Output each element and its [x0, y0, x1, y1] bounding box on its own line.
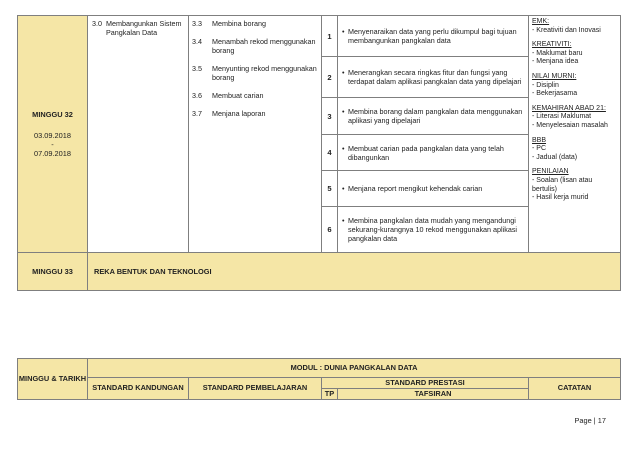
sp-text: Membuat carian — [212, 91, 264, 100]
catatan-heading: KREATIVITI: — [532, 41, 572, 49]
tafsiran-cell — [338, 171, 529, 207]
standard-kandungan-cell — [88, 16, 189, 253]
catatan-kreativiti — [532, 41, 617, 67]
sp-text: Membina borang — [212, 19, 266, 28]
catatan-item: - Soalan (lisan atau bertulis) — [532, 176, 593, 193]
catatan-item: - Menjana idea — [532, 58, 579, 66]
tp-number: 2 — [322, 57, 338, 98]
catatan-heading: KEMAHIRAN ABAD 21: — [532, 104, 606, 112]
header-standard-kandungan: STANDARD KANDUNGAN — [88, 378, 189, 400]
tafsiran-cell — [338, 135, 529, 171]
sp-text: Menyunting rekod menggunakan borang — [212, 64, 317, 82]
header-catatan: CATATAN — [529, 378, 621, 400]
tafsiran-text: Membina pangkalan data mudah yang mengandungi sekurang-kurangnya 10 rekod menggunakan aplikasi pangkalan data — [348, 216, 518, 243]
bullet-icon: • — [342, 184, 345, 193]
week-32-date-dash: - — [51, 140, 54, 149]
sp-number: 3.3 — [192, 19, 202, 28]
tp-number: 4 — [322, 135, 338, 171]
tp-number: 3 — [322, 98, 338, 135]
tp-number: 6 — [322, 207, 338, 253]
catatan-item: - Hasil kerja murid — [532, 194, 589, 202]
week-32-date-end: 07.09.2018 — [34, 149, 71, 158]
tafsiran-text: Menyenaraikan data yang perlu dikumpul bagi tujuan membangunkan pangkalan data — [348, 27, 517, 45]
catatan-cell — [529, 16, 621, 253]
tafsiran-text: Membina borang dalam pangkalan data menggunakan aplikasi yang dipelajari — [348, 107, 523, 125]
bullet-icon: • — [342, 216, 345, 225]
sp-number: 3.7 — [192, 109, 202, 118]
catatan-heading: EMK: — [532, 18, 550, 25]
catatan-item: - Disiplin — [532, 81, 559, 89]
standard-pembelajaran-cell — [189, 16, 322, 253]
tafsiran-text: Membuat carian pada pangkalan data yang telah dibangunkan — [348, 143, 504, 162]
bullet-icon: • — [342, 143, 345, 153]
catatan-heading: BBB — [532, 136, 547, 144]
catatan-item: - Menyelesaian masalah — [532, 121, 608, 129]
catatan-item: - Literasi Maklumat — [532, 113, 592, 121]
week-33-title: REKA BENTUK DAN TEKNOLOGI — [88, 253, 621, 291]
week-32-cell — [18, 16, 88, 253]
catatan-item: - PC — [532, 145, 546, 153]
header-modul: MODUL : DUNIA PANGKALAN DATA — [88, 359, 621, 378]
catatan-nilai — [532, 73, 617, 99]
sp-item — [192, 19, 318, 28]
sp-number: 3.4 — [192, 37, 202, 46]
catatan-heading: NILAI MURNI: — [532, 72, 577, 80]
tafsiran-cell — [338, 57, 529, 98]
tafsiran-cell — [338, 16, 529, 57]
sp-item — [192, 37, 318, 55]
header-standard-prestasi: STANDARD PRESTASI — [322, 378, 529, 389]
bullet-icon: • — [342, 68, 345, 77]
sp-item — [192, 64, 318, 82]
module-header-table — [17, 358, 621, 400]
week-32-date-start: 03.09.2018 — [34, 131, 71, 140]
sp-text: Menjana laporan — [212, 109, 266, 118]
sp-text: Menambah rekod menggunakan borang — [212, 37, 316, 55]
catatan-emk — [532, 18, 617, 35]
catatan-item: - Bekerjasama — [532, 90, 578, 98]
sp-item — [192, 109, 318, 118]
week-33-label: MINGGU 33 — [18, 253, 88, 291]
tafsiran-text: Menjana report mengikut kehendak carian — [348, 184, 483, 193]
standard-kandungan-text: Membangunkan Sistem Pangkalan Data — [106, 19, 182, 37]
tafsiran-cell — [338, 98, 529, 135]
catatan-item: - Maklumat baru — [532, 49, 583, 57]
header-tp: TP — [322, 389, 338, 400]
catatan-bbb — [532, 137, 617, 163]
bullet-icon: • — [342, 27, 345, 36]
catatan-penilaian — [532, 168, 617, 202]
page-number: Page | 17 — [574, 416, 606, 425]
catatan-item: - Jadual (data) — [532, 153, 578, 161]
week-32-label: MINGGU 32 — [32, 110, 73, 119]
bullet-icon: • — [342, 107, 345, 116]
tafsiran-cell — [338, 207, 529, 253]
standard-kandungan-number: 3.0 — [92, 19, 102, 28]
tp-number: 1 — [322, 16, 338, 57]
tafsiran-text: Menerangkan secara ringkas fitur dan fungsi yang terdapat dalam aplikasi pangkalan data yang dipelajari — [348, 68, 522, 86]
catatan-item: - Kreativiti dan Inovasi — [532, 26, 601, 34]
week-32-table — [17, 15, 621, 291]
sp-number: 3.5 — [192, 64, 202, 73]
tp-number: 5 — [322, 171, 338, 207]
sp-number: 3.6 — [192, 91, 202, 100]
header-standard-pembelajaran: STANDARD PEMBELAJARAN — [189, 378, 322, 400]
header-tafsiran: TAFSIRAN — [338, 389, 529, 400]
catatan-kemahiran — [532, 105, 617, 131]
sp-item — [192, 91, 318, 100]
catatan-heading: PENILAIAN — [532, 168, 569, 176]
header-minggu-tarikh: MINGGU & TARIKH — [18, 359, 88, 400]
